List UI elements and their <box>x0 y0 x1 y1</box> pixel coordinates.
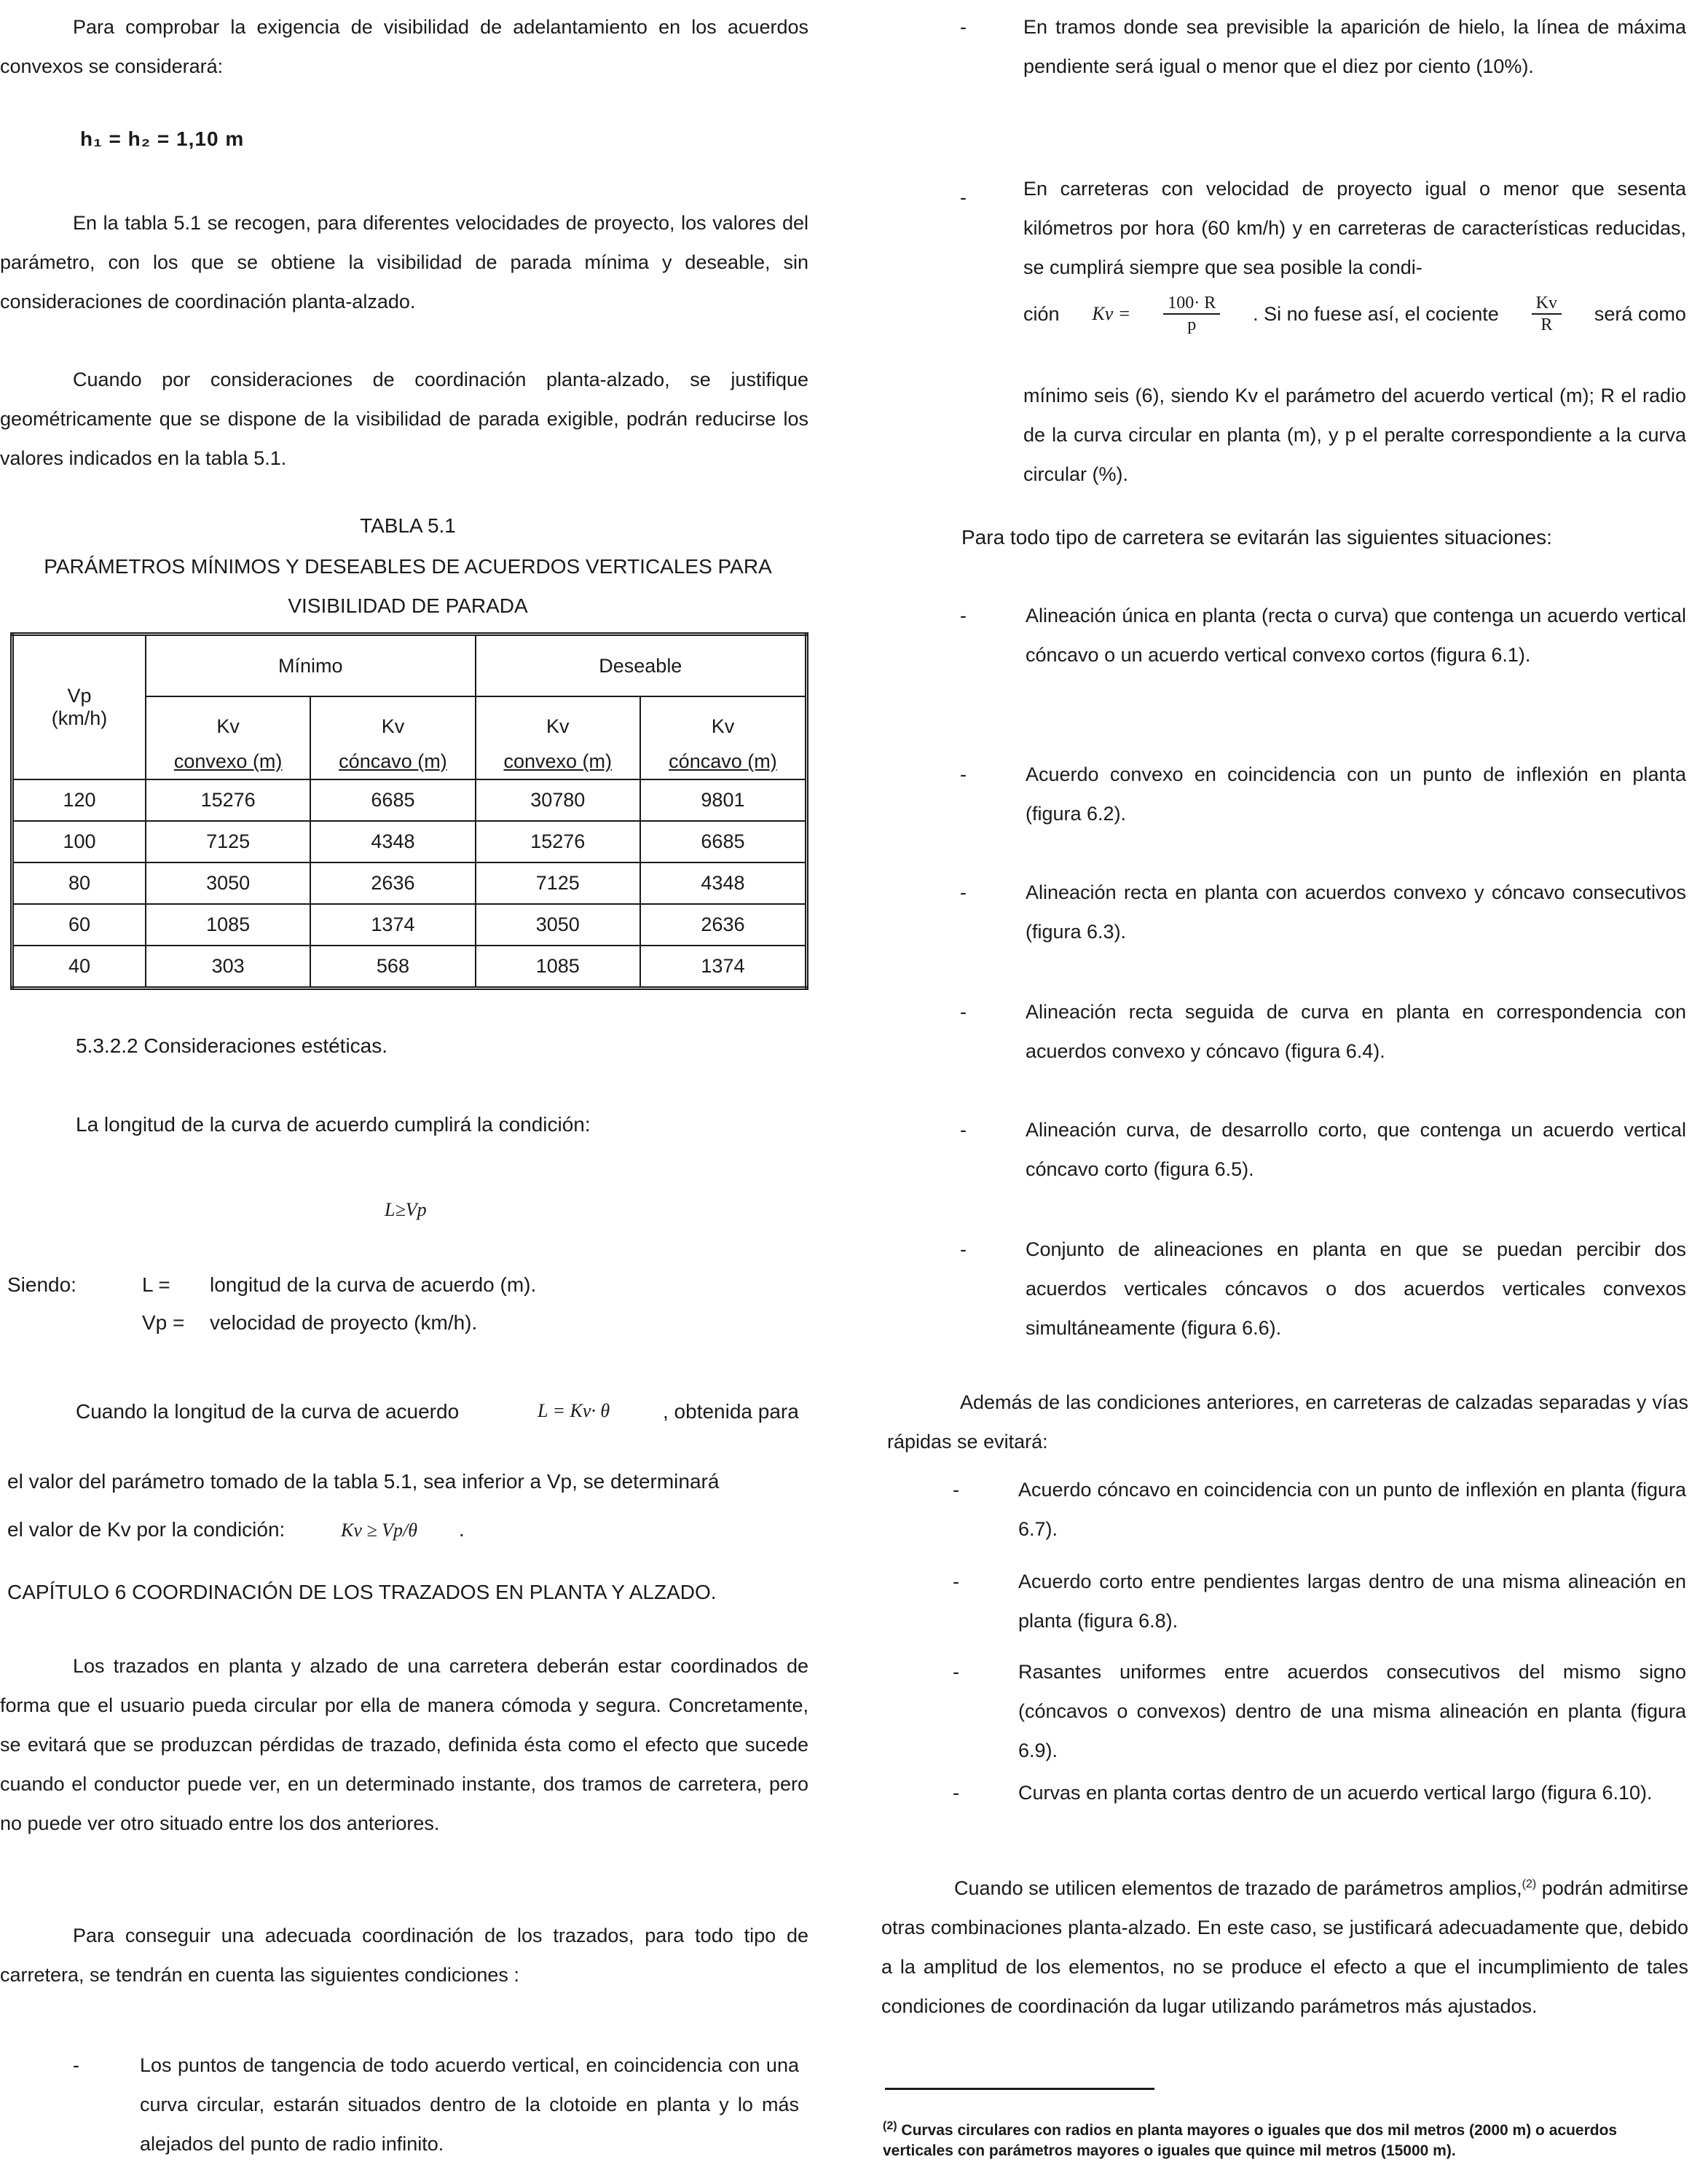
footnote <box>883 2116 1691 2161</box>
table-cell: 15276 <box>476 821 640 862</box>
header-sub: cóncavo (m) <box>669 750 777 772</box>
table-title: VISIBILIDAD DE PARADA <box>288 594 528 617</box>
paragraph: . <box>459 1518 465 1541</box>
formula-line <box>1023 293 1686 335</box>
def-text: longitud de la curva de acuerdo (m). <box>210 1273 537 1296</box>
paragraph: el valor del parámetro tomado de la tabla 5.1, sea inferior a Vp, se determinará <box>7 1470 720 1493</box>
bullet-dash: - <box>960 1238 967 1260</box>
table-cell: 80 <box>12 862 146 904</box>
table-cell: 1085 <box>476 946 640 989</box>
table-cell: 9801 <box>640 779 807 821</box>
paragraph: el valor de Kv por la condición: <box>7 1518 286 1541</box>
paragraph: Además de las condiciones anteriores, en carreteras de calzadas separadas y vías rápidas se evitará: <box>887 1391 1688 1453</box>
header-cell <box>476 696 640 779</box>
table-cell: 6685 <box>640 821 807 862</box>
paragraph: Para todo tipo de carretera se evitarán las siguientes situaciones: <box>961 526 1552 549</box>
table-label: TABLA 5.1 <box>360 514 456 537</box>
def-text: velocidad de proyecto (km/h). <box>210 1311 478 1334</box>
fraction <box>1532 293 1562 335</box>
fraction-numerator: 100· R <box>1163 293 1220 315</box>
bullet-item: Alineación recta seguida de curva en planta en correspondencia con acuerdos convexo y cóncavo (figura 6.4). <box>1026 1001 1686 1062</box>
bullet-dash: - <box>960 1119 967 1141</box>
fraction-denominator: p <box>1187 315 1197 334</box>
bullet-item-continued: mínimo seis (6), siendo Kv el parámetro del acuerdo vertical (m); R el radio de la curva circular en planta (m), y p el peralte correspondiente a la curva circular (%). <box>1023 385 1686 485</box>
paragraph: Para comprobar la exigencia de visibilidad de adelantamiento en los acuerdos convexos se considerará: <box>0 16 808 77</box>
header-cell <box>640 696 807 779</box>
table-cell: 1085 <box>146 904 310 946</box>
table-cell: 60 <box>12 904 146 946</box>
bullet-item: Acuerdo corto entre pendientes largas dentro de una misma alineación en planta (figura 6.8). <box>1018 1571 1686 1632</box>
fraction-denominator: R <box>1540 315 1553 334</box>
bullet-item: Acuerdo convexo en coincidencia con un punto de inflexión en planta (figura 6.2). <box>1026 763 1686 825</box>
bullet-dash: - <box>960 186 967 208</box>
footnote-divider <box>885 2088 1154 2090</box>
table-cell: 2636 <box>640 904 807 946</box>
paragraph: Los trazados en planta y alzado de una carretera deberán estar coordinados de forma que el usuario pueda circular por ella de manera cómoda y segura. Concretamente, se evitará que se produzcan pérdidas de trazado, definida ésta como el efecto que sucede cuando el conductor puede ver, en un determinado instante, dos tramos de carretera, pero no puede ver otro situado entre los dos anteriores. <box>0 1655 808 1834</box>
bullet-item: Los puntos de tangencia de todo acuerdo vertical, en coincidencia con una curva circular, estarán situados dentro de la clotoide en planta y lo más alejados del punto de radio infinito. <box>140 2054 799 2155</box>
table-cell: 120 <box>12 779 146 821</box>
table-cell: 7125 <box>476 862 640 904</box>
chapter-heading: CAPÍTULO 6 COORDINACIÓN DE LOS TRAZADOS EN PLANTA Y ALZADO. <box>7 1581 717 1603</box>
table-cell: 40 <box>12 946 146 989</box>
header-minimo: Mínimo <box>146 634 476 697</box>
table-cell: 303 <box>146 946 310 989</box>
table-cell: 30780 <box>476 779 640 821</box>
table-cell: 1374 <box>310 904 475 946</box>
paragraph: , obtenida para <box>663 1400 799 1423</box>
bullet-dash: - <box>73 2054 79 2076</box>
header-sub: cóncavo (m) <box>339 750 447 772</box>
table-cell: 3050 <box>476 904 640 946</box>
header-cell <box>146 696 310 779</box>
header-vp-unit: (km/h) <box>51 707 108 729</box>
bullet-item: Conjunto de alineaciones en planta en que se puedan percibir dos acuerdos verticales cóncavos o dos acuerdos verticales convexos simultáneamente (figura 6.6). <box>1026 1238 1686 1339</box>
text-fragment: será como <box>1594 302 1686 325</box>
siendo-label: Siendo: <box>7 1273 76 1296</box>
section-heading: 5.3.2.2 Consideraciones estéticas. <box>76 1034 388 1057</box>
bullet-dash: - <box>960 605 967 626</box>
bullet-item: En carreteras con velocidad de proyecto igual o menor que sesenta kilómetros por hora (60 km/h) y en carreteras de características reducidas, se cumplirá siempre que sea posible la condi- <box>1023 178 1686 278</box>
table-cell: 7125 <box>146 821 310 862</box>
header-sub: convexo (m) <box>503 750 613 772</box>
bullet-item: Acuerdo cóncavo en coincidencia con un punto de inflexión en planta (figura 6.7). <box>1018 1479 1686 1540</box>
header-kv: Kv <box>381 715 405 737</box>
header-kv: Kv <box>546 715 570 737</box>
def-symbol: Vp = <box>142 1311 185 1334</box>
bullet-dash: - <box>953 1782 959 1804</box>
bullet-item: En tramos donde sea previsible la aparición de hielo, la línea de máxima pendiente será igual o menor que el diez por ciento (10%). <box>1023 16 1686 77</box>
fraction <box>1163 293 1220 335</box>
paragraph: Cuando la longitud de la curva de acuerdo <box>76 1400 460 1423</box>
bullet-dash: - <box>960 1001 967 1023</box>
table-cell: 100 <box>12 821 146 862</box>
equation: Kv ≥ Vp/θ <box>341 1520 418 1541</box>
equation: L = Kv· θ <box>538 1400 610 1421</box>
header-cell <box>310 696 475 779</box>
table-cell: 1374 <box>640 946 807 989</box>
bullet-dash: - <box>953 1479 959 1501</box>
table-title: PARÁMETROS MÍNIMOS Y DESEABLES DE ACUERDOS VERTICALES PARA <box>44 555 772 578</box>
text-fragment: Cuando se utilicen elementos de trazado de parámetros amplios, <box>954 1877 1522 1899</box>
text-fragment: ción <box>1023 302 1060 325</box>
paragraph: Cuando por consideraciones de coordinación planta-alzado, se justifique geométricamente que se dispone de la visibilidad de parada exigible, podrán reducirse los valores indicados en la tabla 5.1. <box>0 369 808 469</box>
bullet-item: Alineación recta en planta con acuerdos convexo y cóncavo consecutivos (figura 6.3). <box>1026 881 1686 943</box>
bullet-dash: - <box>960 881 967 903</box>
header-vp <box>12 634 146 780</box>
table-cell: 6685 <box>310 779 475 821</box>
equation-symbol: Kv = <box>1092 303 1131 324</box>
header-kv: Kv <box>216 715 240 737</box>
paragraph: En la tabla 5.1 se recogen, para diferentes velocidades de proyecto, los valores del parámetro, con los que se obtiene la visibilidad de parada mínima y deseable, sin consideraciones de coordinación planta-alzado. <box>0 212 808 313</box>
paragraph-with-footnote <box>881 1865 1688 2026</box>
table-cell: 3050 <box>146 862 310 904</box>
bullet-dash: - <box>960 763 967 785</box>
bullet-dash: - <box>953 1661 959 1683</box>
bullet-item: Alineación única en planta (recta o curva) que contenga un acuerdo vertical cóncavo o un acuerdo vertical convexo cortos (figura 6.1). <box>1026 605 1686 666</box>
table-cell: 2636 <box>310 862 475 904</box>
bullet-item: Curvas en planta cortas dentro de un acuerdo vertical largo (figura 6.10). <box>1018 1782 1653 1804</box>
table-cell: 4348 <box>310 821 475 862</box>
table-cell: 4348 <box>640 862 807 904</box>
parameters-table <box>10 632 808 990</box>
footnote-marker: (2) <box>883 2120 897 2132</box>
header-deseable: Deseable <box>476 634 807 697</box>
def-symbol: L = <box>142 1273 170 1296</box>
footnote-ref[interactable]: (2) <box>1522 1878 1537 1890</box>
table-row <box>12 904 807 946</box>
table-row <box>12 821 807 862</box>
paragraph: Para conseguir una adecuada coordinación de los trazados, para todo tipo de carretera, se tendrán en cuenta las siguientes condiciones : <box>0 1925 808 1986</box>
paragraph: La longitud de la curva de acuerdo cumplirá la condición: <box>76 1113 591 1136</box>
footnote-text: Curvas circulares con radios en planta mayores o iguales que dos mil metros (2000 m) o acuerdos verticales con parámetros mayores o iguales que quince mil metros (15000 m). <box>883 2122 1618 2159</box>
text-fragment: . Si no fuese así, el cociente <box>1253 302 1499 325</box>
formula-h: h₁ = h₂ = 1,10 m <box>80 127 245 150</box>
header-sub: convexo (m) <box>173 750 283 772</box>
fraction-numerator: Kv <box>1532 293 1562 315</box>
table-cell: 568 <box>310 946 475 989</box>
bullet-dash: - <box>960 16 967 38</box>
text-fragment: podrán admitirse otras combinaciones planta-alzado. En este caso, se justificará adecuadamente que, debido a la amplitud de los elementos, no se produce el efecto a que el incumplimiento de tales condiciones de coordinación da lugar utilizando parámetros más ajustados. <box>881 1877 1688 2017</box>
equation-length: L≥Vp <box>385 1199 427 1220</box>
bullet-item: Alineación curva, de desarrollo corto, que contenga un acuerdo vertical cóncavo corto (figura 6.5). <box>1026 1119 1686 1180</box>
table-row <box>12 779 807 821</box>
bullet-item: Rasantes uniformes entre acuerdos consecutivos del mismo signo (cóncavos o convexos) dentro de una misma alineación en planta (figura 6.9). <box>1018 1661 1686 1761</box>
table-row <box>12 862 807 904</box>
header-vp-label: Vp <box>67 685 92 707</box>
table-cell: 15276 <box>146 779 310 821</box>
header-kv: Kv <box>711 715 735 737</box>
bullet-dash: - <box>953 1571 959 1592</box>
table-row <box>12 946 807 989</box>
